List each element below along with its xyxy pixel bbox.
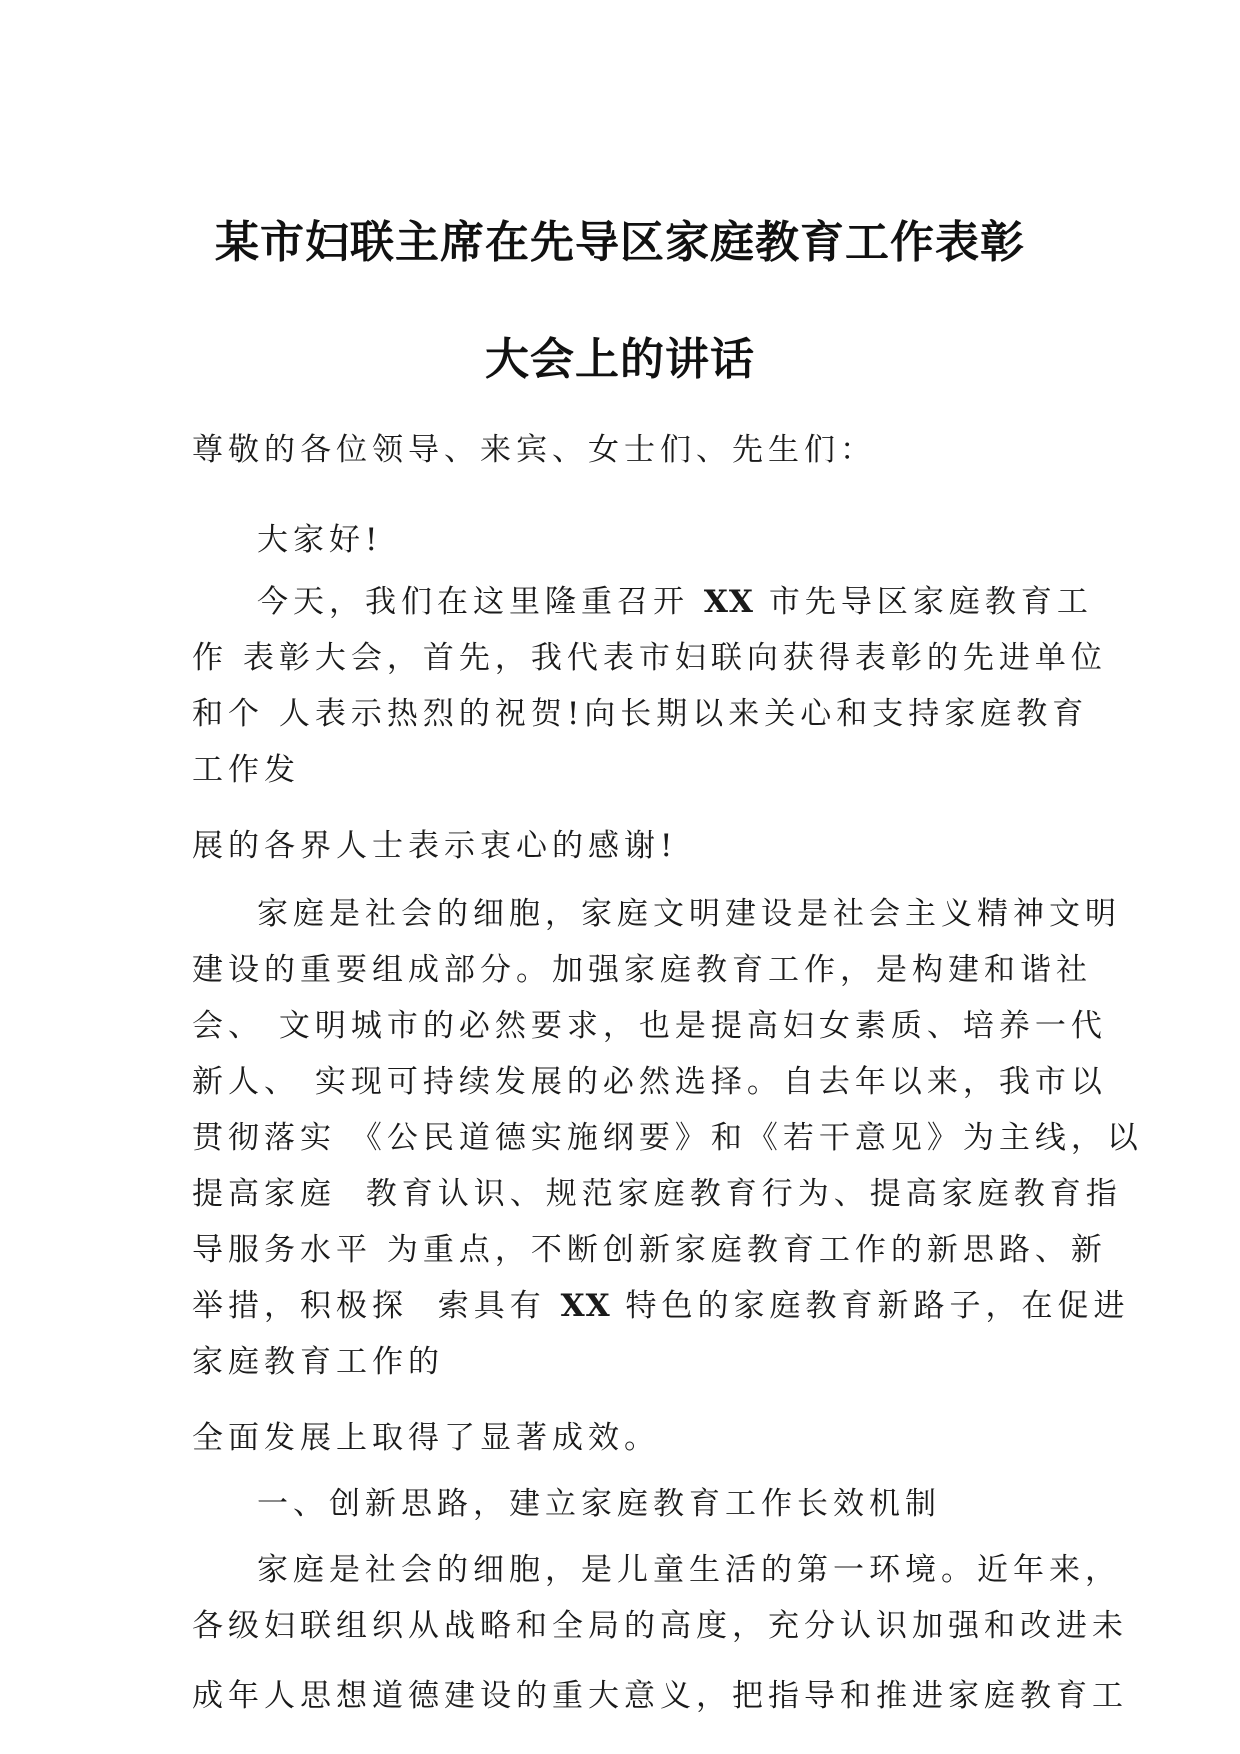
paragraph-2-line-3: 会、 文明城市的必然要求，也是提高妇女素质、培养一代	[192, 1008, 1107, 1044]
greeting: 大家好!	[257, 522, 383, 558]
document-title-line-1: 某市妇联主席在先导区家庭教育工作表彰	[215, 217, 1025, 268]
paragraph-1-line-1	[257, 582, 1093, 622]
paragraph-1-line-1-c: 市先导区家庭教育工	[753, 584, 1093, 620]
paragraph-2-line-8-a: 举措，积极探 索具有	[192, 1288, 561, 1324]
paragraph-2-line-4: 新人、 实现可持续发展的必然选择。自去年以来，我市以	[192, 1064, 1107, 1100]
paragraph-1-line-2: 作 表彰大会，首先，我代表市妇联向获得表彰的先进单位	[192, 640, 1107, 676]
paragraph-2-line-10: 全面发展上取得了显著成效。	[192, 1420, 660, 1456]
paragraph-3-line-2: 各级妇联组织从战略和全局的高度，充分认识加强和改进未	[192, 1608, 1128, 1644]
placeholder-xx: XX	[703, 584, 754, 620]
placeholder-xx: XX	[560, 1288, 611, 1324]
paragraph-1-line-5: 展的各界人士表示衷心的感谢!	[192, 828, 678, 864]
paragraph-2-line-8	[192, 1286, 1130, 1326]
paragraph-2-line-2: 建设的重要组成部分。加强家庭教育工作，是构建和谐社	[192, 952, 1092, 988]
document-title-line-2: 大会上的讲话	[485, 334, 755, 385]
section-heading-1: 一、创新思路，建立家庭教育工作长效机制	[257, 1486, 941, 1522]
paragraph-2-line-5: 贯彻落实 《公民道德实施纲要》和《若干意见》为主线，以	[192, 1120, 1143, 1156]
paragraph-1-line-3: 和个 人表示热烈的祝贺!向长期以来关心和支持家庭教育	[192, 696, 1089, 732]
paragraph-1-line-4: 工作发	[192, 752, 300, 788]
paragraph-3-line-3: 成年人思想道德建设的重大意义，把指导和推进家庭教育工	[192, 1678, 1128, 1714]
salutation: 尊敬的各位领导、来宾、女士们、先生们：	[192, 432, 876, 468]
paragraph-2-line-6: 提高家庭 教育认识、规范家庭教育行为、提高家庭教育指	[192, 1176, 1122, 1212]
paragraph-3-line-1: 家庭是社会的细胞，是儿童生活的第一环境。近年来，	[257, 1552, 1121, 1588]
paragraph-2-line-8-c: 特色的家庭教育新路子，在促进	[610, 1288, 1130, 1324]
paragraph-1-line-1-a: 今天，我们在这里隆重召开	[257, 584, 704, 620]
paragraph-2-line-7: 导服务水平 为重点，不断创新家庭教育工作的新思路、新	[192, 1232, 1107, 1268]
paragraph-2-line-9: 家庭教育工作的	[192, 1344, 444, 1380]
paragraph-2-line-1: 家庭是社会的细胞，家庭文明建设是社会主义精神文明	[257, 896, 1121, 932]
